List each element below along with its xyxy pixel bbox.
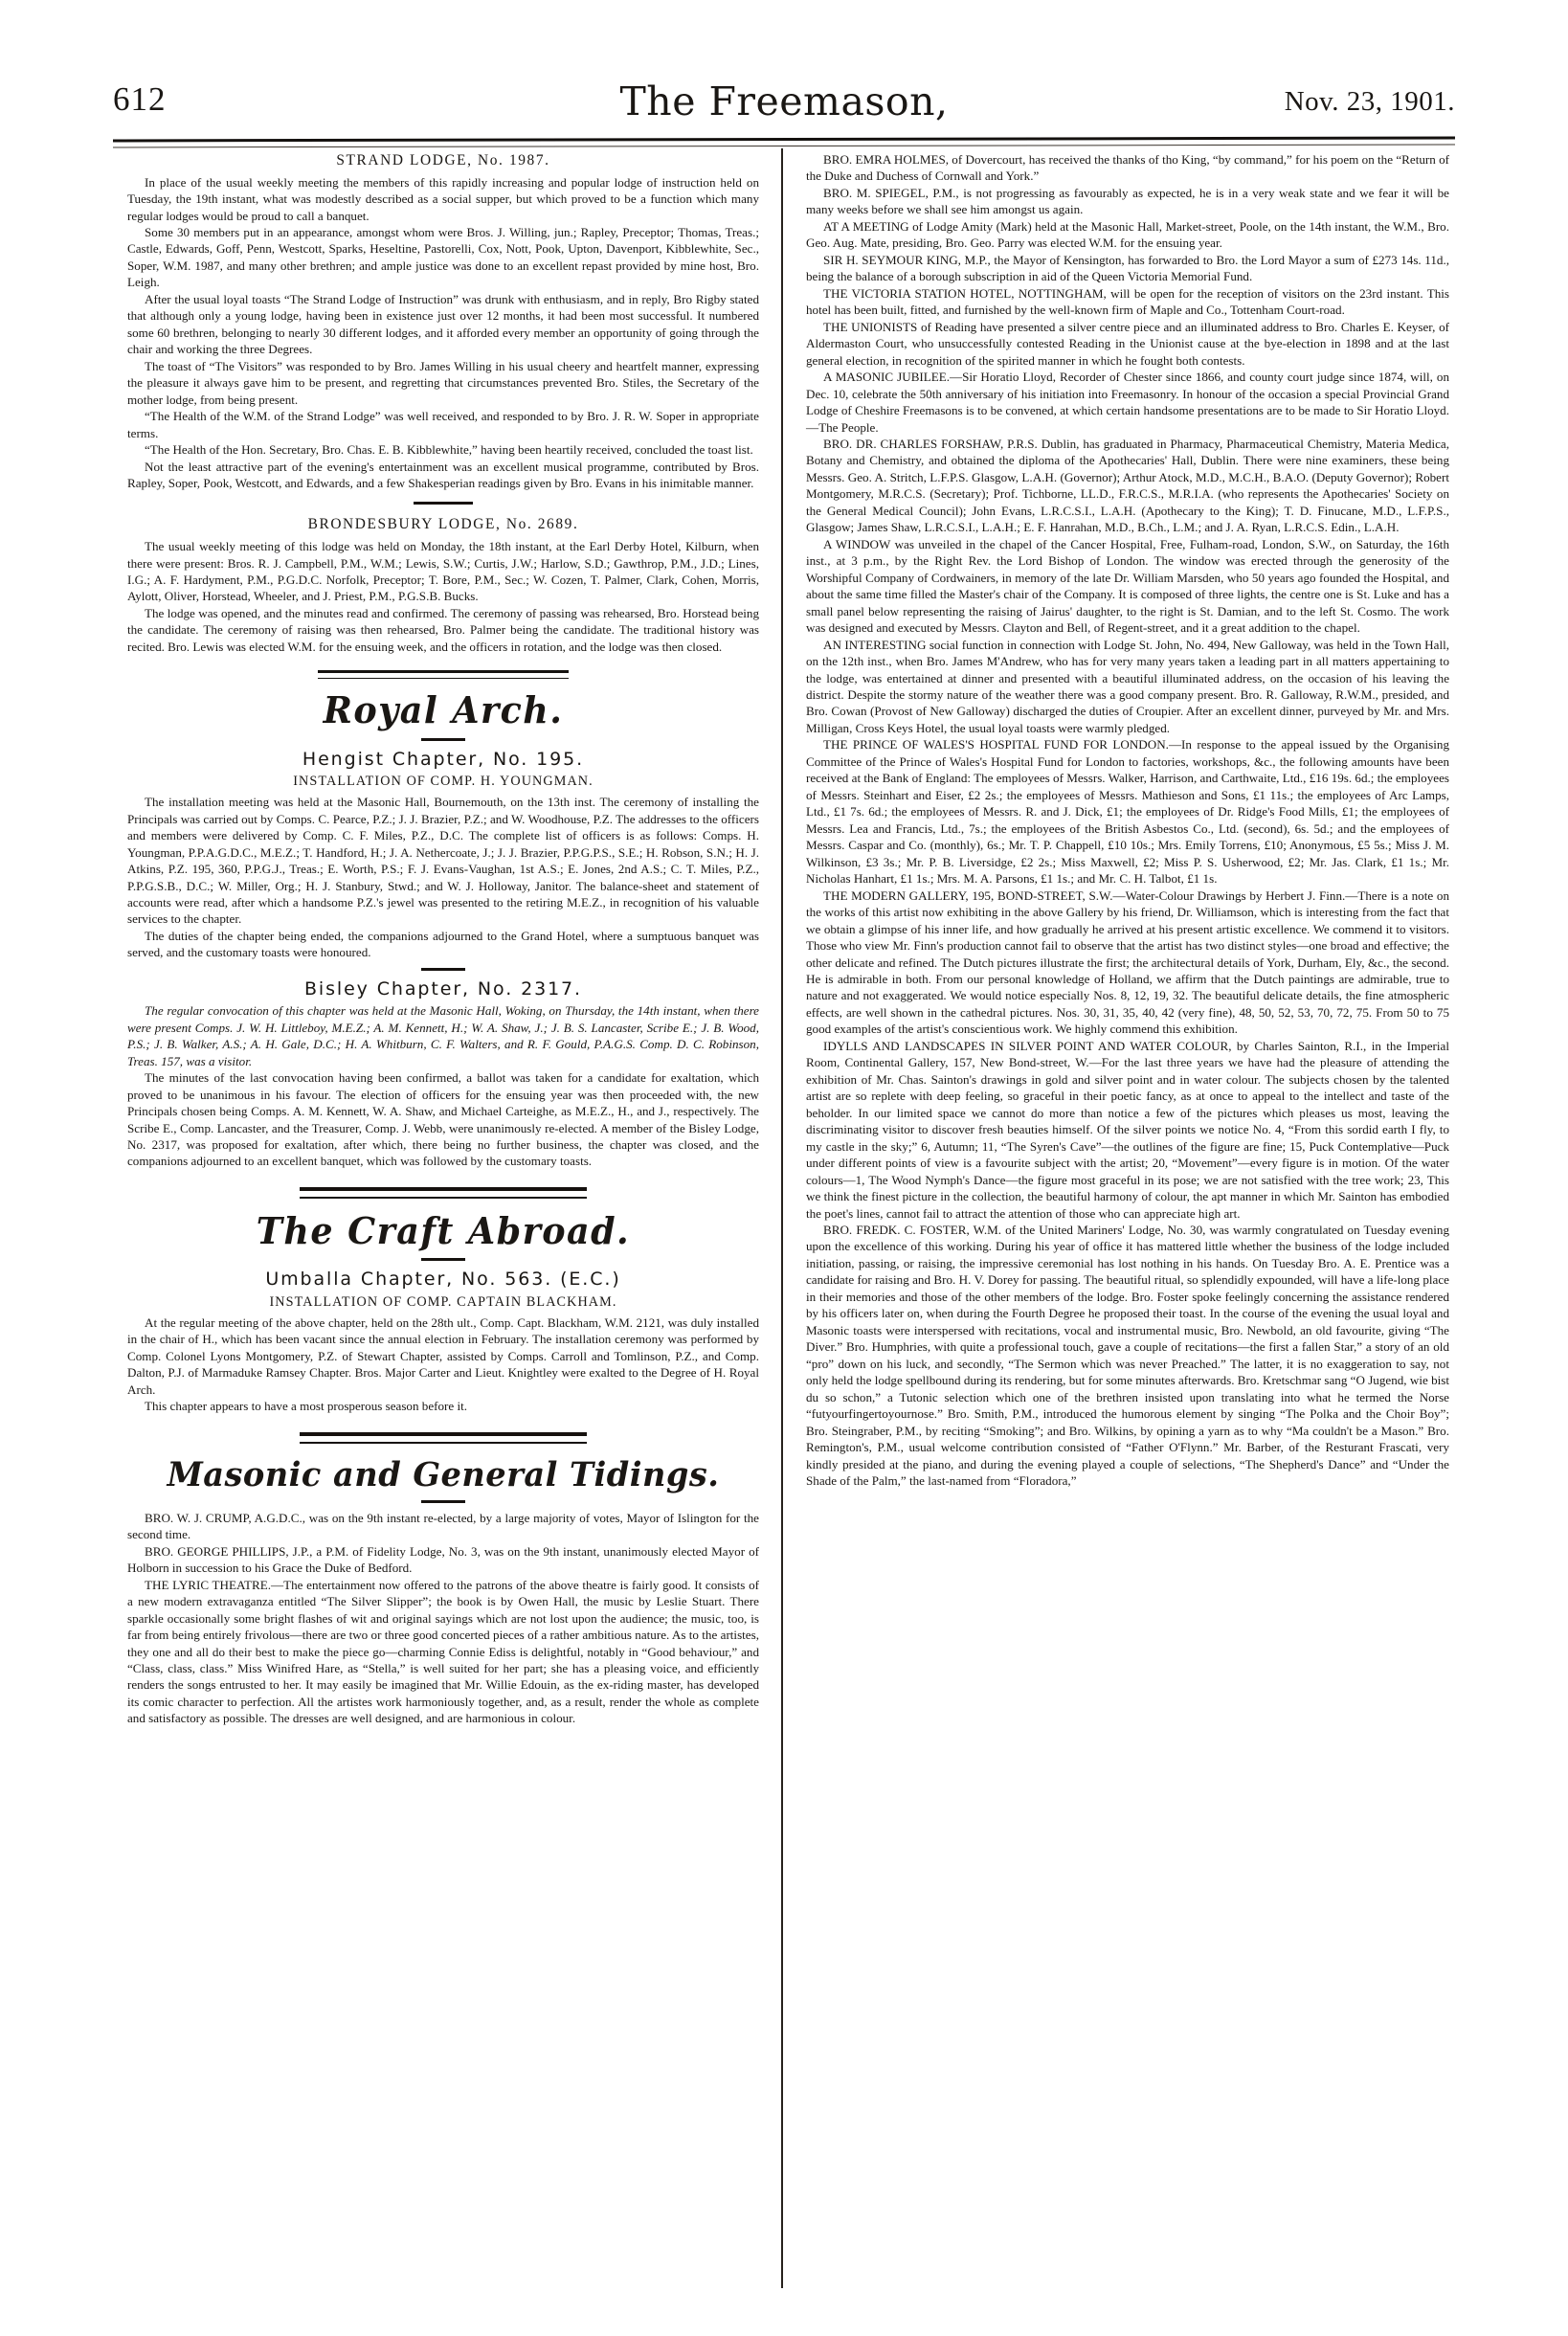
paragraph: AN INTERESTING social function in connection with Lodge St. John, No. 494, New Galloway, was held in the Town Hall, on the 12th inst., when Bro. James M'Andrew, who has for very many years taken a leading part in all matters appertaining to the lodge, was entertained at dinner and presented with a beautiful illuminated address, on the occasion of his leaving the district. Despite the stormy nature of the weather there was a good company present. Bro. R. Galloway, R.W.M., presided, and Bro. Cowan (Provost of New Galloway) discharged the duties of Croupier. After an excellent dinner, purveyed by Mr. and Mrs. Milligan, Cross Keys Hotel, the usual loyal toasts were warmly pledged. [806,637,1449,735]
tidings-top-rule [300,1432,587,1444]
right-column [806,151,1449,1490]
section-craft-abroad [127,1208,759,1415]
paragraph: IDYLLS AND LANDSCAPES IN SILVER POINT AND WATER COLOUR, by Charles Sainton, R.I., in the Imperial Room, Continental Gallery, 157, New Bond-street, W.—For the last three years we have had the pleasure of attending the exhibition of Mr. Chas. Sainton's drawings in gold and silver point and in water colour. The subjects chosen by the talented artist are so replete with deep feeling, so graceful in their poetic fancy, as at once to appeal to the intellect and taste of the beholder. In our limited space we cannot do more than notice a few of the pictures which pleases us most, leaving the discriminating visitor to discover fresh beauties himself. Of the silver points we notice No. 4, “From this sordid earth I fly, to my castle in the sky;” 6, Autumn; 11, “The Syren's Cave”—the outlines of the figure are fine; 15, Puck Contemplative—Puck under different points of view is a favourite subject with the artist; 20, “Movement”—every figure is in motion. Of the water colours—1, The Wood Nymph's Dance—the figure most graceful in its pose; we are not satisfied with the tree work; 23, This we think the finest picture in the collection, the beautiful harmony of colour, the apt manner in which Mr. Sainton has embodied the poet's lines, cannot fail to attract the attention of those who can appreciate high art. [806,1038,1449,1221]
paragraph: BRO. DR. CHARLES FORSHAW, P.R.S. Dublin, has graduated in Pharmacy, Pharmaceutical Chemistry, Materia Medica, Botany and Chemistry, and obtained the diploma of the Apothecaries' Hall, Dublin. There were nine examiners, these being Messrs. Geo. A. Stritch, L.F.P.S. Glasgow, L.A.H. (Governor); Arthur Atock, M.D., M.C.H., B.A.O. (Deputy Governor); Robert Montgomery, M.R.C.S. (Secretary); Prof. Tichborne, LL.D., F.R.C.S., M.R.I.A. (who represents the Apothecaries' Society on the General Medical Council); John Evans, L.R.C.S.I., L.A.H. (Apothecary to the King); T. D. Finucane, M.D., L.F.P.S., Glasgow; James Shaw, L.R.C.S.I., L.A.H.; E. F. Hanrahan, M.D., B.Ch., L.M.; and J. A. Ryan, L.R.C.S. Edin., L.A.H. [806,436,1449,535]
paragraph: This chapter appears to have a most prosperous season before it. [145,1399,468,1414]
paragraph: The installation meeting was held at the Masonic Hall, Bournemouth, on the 13th inst. The ceremony of installing the Principals was carried out by Comps. C. Pearce, P.Z.; J. J. Brazier, P.Z.; and W. Woodhouse, P.Z. The addresses to the officers and members were delivered by Comp. C. F. Miles, P.Z., D.C. The complete list of officers is as follows: Comps. H. Youngman, P.P.A.G.D.C., M.E.Z.; T. Handford, H.; J. A. Nethercoate, J.; J. J. Brazier, P.P.G.P.S., S.E.; H. Robson, S.N.; H. J. Atkins, P.Z. 195, 360, P.P.G.J., Treas.; E. Worth, P.S.; F. J. Evans-Vaughan, 1st A.S.; E. Jones, 2nd A.S.; C. T. Miles, P.Z., P.P.G.S.B., D.C.; W. Miller, Org.; H. J. Stanbury, Stwd.; and W. J. Holloway, Janitor. The balance-sheet and statement of accounts were read, after which a handsome P.Z.'s jewel was presented to the retiring M.E.Z., in recognition of his valuable services to the chapter. [127,795,759,927]
craft-abroad-title: The Craft Abroad. [256,1208,631,1252]
paragraph: After the usual loyal toasts “The Strand Lodge of Instruction” was drunk with enthusiasm, and in reply, Bro Rigby stated that although only a young lodge, having been in existence just over 12 months, it had been most successful. It numbered some 60 brethren, belonging to nearly 30 different lodges, and it afforded every member an opportunity of going through the chair and working the three Degrees. [127,291,759,357]
left-column [127,151,759,1727]
chapter-subheading-hengist: INSTALLATION OF COMP. H. YOUNGMAN. [293,774,594,790]
chapter-subheading-umballa: INSTALLATION OF COMP. CAPTAIN BLACKHAM. [269,1293,617,1310]
page-number: 612 [113,80,167,118]
paragraph: Some 30 members put in an appearance, amongst whom were Bros. J. Willing, jun.; Rapley, Preceptor; Thomas, Treas.; Castle, Edwards, Goff, Penn, Westcott, Sparks, Heseltine, Pastorelli, Cox, Nott, Pook, Upton, Davenport, Kibblewhite, Sec., Soper, W.M. 1987, and many other brethren; and ample justice was done to an excellent repast provided by mine host, Bro. Leigh. [127,224,759,290]
paragraph: The minutes of the last convocation having been confirmed, a ballot was taken for a candidate for exaltation, which proved to be unanimous in his favour. The election of officers for the ensuing year was then proceeded with, the new Principals chosen being Comps. A. M. Kennett, W. A. Shaw, and Michael Carteighe, as M.E.Z., H., and J., respectively. The Scribe E., Comp. Lancaster, and the Treasurer, Comp. J. Webb, were unanimously re-elected. A member of the Bisley Lodge, No. 2317, was proposed for exaltation, after which, there being no further business, the chapter was closed, and the companions adjourned to an excellent banquet, which was followed by the customary toasts. [127,1070,759,1169]
paragraph: BRO. GEORGE PHILLIPS, J.P., a P.M. of Fidelity Lodge, No. 3, was on the 9th instant, unanimously elected Mayor of Holborn in succession to his Grace the Duke of Bedford. [127,1543,759,1576]
section-separator [414,502,473,505]
paragraph: THE VICTORIA STATION HOTEL, NOTTINGHAM, will be open for the reception of visitors on the 23rd instant. This hotel has been built, fitted, and furnished by the well-known firm of Maple and Co., Tottenham Court-road. [806,285,1449,318]
masonic-tidings-title: Masonic and General Tidings. [167,1454,720,1494]
paragraph: THE PRINCE OF WALES'S HOSPITAL FUND FOR LONDON.—In response to the appeal issued by the Organising Committee of the Prince of Wales's Hospital Fund for London to factories, workshops, &c., the following amounts have been received at the Bank of England: The employees of Messrs. Walker, Harrison, and Carthwaite, Ltd., £16 19s. 6d.; the employees of Messrs. Steinhart and Eiser, £2 2s.; the employees of Messrs. Mathieson and Sons, £1 11s.; the employees of Arc Lamps, Ltd., £1 7s. 6d.; the employees of Messrs. R. and J. Dick, £1; the employees of Dr. Ridge's Food Mills, £1; the employees of Messrs. Lea and Francis, Ltd., 7s.; the employees of the British Asbestos Co., Ltd. (second), 6s. 5d.; and the employees of Messrs. Caspar and Co. (monthly), 6s.; Mr. T. P. Chappell, £10 10s.; Mrs. Emily Torrens, £10; Anonymous, £5 5s.; Miss J. M. Wilkinson, £3 3s.; Mr. P. B. Liversidge, £2 2s.; Miss Maxwell, £2; Miss P. S. Usherwood, £2; Mr. Jas. Clark, £1 1s.; Mr. Nicholas Hanhart, £1 1s.; Mrs. M. A. Parsons, £1 1s.; and Mr. C. H. Talbot, £1 1s. [806,737,1449,887]
paragraph: In place of the usual weekly meeting the members of this rapidly increasing and popular lodge of instruction held on Tuesday, the 19th instant, what was modestly described as a social supper, but which proved to be a function which many regular lodges would be proud to call a banquet. [127,174,759,223]
paragraph: The regular convocation of this chapter was held at the Masonic Hall, Woking, on Thursday, the 14th instant, when there were present Comps. J. W. H. Littleboy, M.E.Z.; A. M. Kennett, H.; W. A. Shaw, J.; J. B. S. Lancaster, Scribe E.; J. B. Wood, P.S.; J. B. Walker, A.S.; A. H. Gale, D.C.; H. A. Whitburn, C. F. Walters, and R. F. Gould, P.A.G.S. Comp. D. C. Robinson, Treas. 157, was a visitor. [127,1003,759,1068]
royal-arch-title: Royal Arch. [323,688,564,732]
paragraph: BRO. EMRA HOLMES, of Dovercourt, has received the thanks of tho King, “by command,” for his poem on the “Return of the Duke and Duchess of Cornwall and York.” [806,152,1449,184]
section-strand-lodge [127,151,759,491]
paragraph: The duties of the chapter being ended, the companions adjourned to the Grand Hotel, where a sumptuous banquet was served, and the customary toasts were honoured. [127,928,759,960]
section-brondesbury-lodge [127,515,759,655]
lodge-heading: BRONDESBURY LODGE, No. 2689. [307,516,579,533]
lodge-heading: STRAND LODGE, No. 1987. [336,152,550,168]
chapter-heading-bisley: Bisley Chapter, No. 2317. [304,977,582,1000]
section-royal-arch [127,690,759,1170]
chapter-heading-hengist: Hengist Chapter, No. 195. [302,748,585,770]
paragraph: A WINDOW was unveiled in the chapel of the Cancer Hospital, Free, Fulham-road, London, S.W., on Saturday, the 16th inst., at 3 p.m., by the Right Rev. the Lord Bishop of London. The window was erected through the generosity of the Worshipful Company of Cordwainers, in memory of the late Dr. William Marsden, who 50 years ago founded the Hospital, and about the same time filled the Master's chair of the Company. It is composed of three lights, the centre one is St. Luke and has a small panel below representing the raising of Jairus' daughter, to the right is St. Damian, and to the left St. Cosmo. The work was designed and executed by Messrs. Clayton and Bell, of Regent-street, and it a great addition to the chapel. [806,536,1449,636]
paragraph: Not the least attractive part of the evening's entertainment was an excellent musical programme, contributed by Bros. Rapley, Soper, Pook, Westcott, and Edwards, and a few Shakesperian readings given by Bro. Evans in his inimitable manner. [127,459,759,490]
paragraph: A MASONIC JUBILEE.—Sir Horatio Lloyd, Recorder of Chester since 1866, and county court judge since 1874, will, on Dec. 10, celebrate the 50th anniversary of his initiation into Freemasonry. In honour of the occasion a special Provincial Grand Lodge of Cheshire Freemasons is to be convened, at which certain handsome presentations are to be made to Sir Horatio Lloyd.—The People. [806,370,1449,435]
paragraph: THE MODERN GALLERY, 195, BOND-STREET, S.W.—Water-Colour Drawings by Herbert J. Finn.—There is a note on the works of this artist now exhibiting in the above Gallery by his friend, Dr. Williamson, which is interesting from the fact that we obtain a glimpse of his inner life, and how gradually he arrived at his present artistic excellence. We commend it to visitors. Those who view Mr. Finn's production cannot fail to observe that the artist has two distinct styles—one broad and effective; the other delicate and refined. The Dutch pictures illustrate the first; the architectural details of York, Durham, Ely, &c., the second. He is admirable in both. From our personal knowledge of Holland, we affirm that the Dutch paintings are admirable, true to nature and not exaggerated. We would notice especially Nos. 8, 12, 19, 32. The beautiful delicate details, the fine atmospheric effects, are well shown in the cathedral pictures. Nos. 30, 31, 35, 40, 42 (very fine), 48, 50, 52, 53, 70, 72, 75. From 50 to 75 good examples of the artist's conscientious work. We highly commend this exhibition. [806,887,1449,1037]
paragraph: THE UNIONISTS of Reading have presented a silver centre piece and an illuminated address to Bro. Charles E. Keyser, of Aldermaston Court, who unsuccessfully contested Reading in the Unionist cause at the bye-election in 1898 and at the last general election, in recognition of the spirited manner in which he fought both contests. [806,319,1449,368]
paragraph: “The Health of the Hon. Secretary, Bro. Chas. E. B. Kibblewhite,” having been heartily received, concluded the toast list. [145,442,753,458]
paragraph: The lodge was opened, and the minutes read and confirmed. The ceremony of passing was rehearsed, Bro. Horstead being the candidate. The ceremony of raising was then rehearsed, Bro. Palmer being the candidate. The traditional history was recited. Bro. Lewis was elected W.M. for the ensuing week, and the officers in rotation, and the lodge was then closed. [127,605,759,654]
paragraph: BRO. W. J. CRUMP, A.G.D.C., was on the 9th instant re-elected, by a large majority of votes, Mayor of Islington for the second time. [127,1510,759,1542]
paragraph: BRO. M. SPIEGEL, P.M., is not progressing as favourably as expected, he is in a very weak state and we fear it will be many weeks before we shall see him amongst us again. [806,185,1449,217]
paragraph: THE LYRIC THEATRE.—The entertainment now offered to the patrons of the above theatre is fairly good. It consists of a new modern extravaganza entitled “The Silver Slipper”; the book is by Owen Hall, the music by Leslie Stuart. There sparkle occasionally some bright flashes of wit and original sayings which are not lost upon the audience; the music, too, is far from being entirely frivolous—there are two or three good concerted pieces of a rather ambitious nature. As to the artistes, they one and all do their best to make the piece go—charming Connie Ediss is delightful, notably in “Good behaviour,” and “Class, class, class.” Miss Winifred Hare, as “Stella,” is well suited for her part; she has a pleasing voice, and efficiently renders the songs entrusted to her. It may easily be imagined that Mr. Willie Edouin, as the ex-riding master, has developed its comic character to perfection. All the artistes work harmoniously together, and, as a result, render the whole as complete and satisfactory as possible. The dresses are well designed, and are harmonious in colour. [127,1577,759,1726]
tidings-under-rule [421,1500,465,1503]
paragraph: BRO. FREDK. C. FOSTER, W.M. of the United Mariners' Lodge, No. 30, was warmly congratulated on Tuesday evening upon the excellence of this working. During his year of office it has mattered little whether the business of the lodge included initiation, passing, or raising, the impressive ceremonial has lost nothing in his hands. On Tuesday Bro. A. E. Prentice was a candidate for raising and Bro. H. V. Dorey for passing. The beautiful ritual, so splendidly expounded, will have a life-long place in their memories and those of the other members of the lodge. Bro. Foster spoke feelingly concerning the assistance rendered by his officers later on, when during the Fourth Degree he proposed their toast. In the course of the evening the usual loyal and Masonic toasts were interspersed with recitations, vocal and instrumental music, Bro. Newbold, an old favourite, giving “The Diver.” Bro. Humphries, with quite a professional touch, gave a couple of recitations—the first a fallen Star,” a story of an old “pro” down on his luck, and secondly, “The Sermon which was never Preached.” The latter, it is no exaggeration to say, not only held the lodge spellbound during its rendering, but for some minutes afterwards. Bro. Kretschmar sang “O Jugend, wie bist du so schon,” a Tutonic selection which one of the brethren insisted upon translating into what he termed the Norse “futyourfingertoyournose.” Bro. Smith, P.M., introduced the humorous element by singing “The Polka and the Choir Boy”; Bro. Steingraber, P.M., by reciting “Smoking”; and Bro. Wilkins, by opining a yarn as to why “Ma couldn't be a Mason.” Bro. Remington's, P.M., usual welcome contribution consisted of “Father O'Flynn.” Mr. Barber, of the Resturant Frascati, very kindly presided at the piano, and during the evening played a couple of selections, “The Shepherd's Dance” and “Under the Shade of the Palm,” the last-named from “Floradora,” [806,1223,1449,1489]
masthead-rule [113,137,1455,148]
paragraph: The usual weekly meeting of this lodge was held on Monday, the 18th instant, at the Earl Derby Hotel, Kilburn, when there were present: Bros. R. J. Campbell, P.M., W.M.; Lewis, S.W.; Curtis, J.W.; Harlow, S.D.; Gawthrop, P.M., J.D.; Lines, I.G.; A. F. Hardyment, P.M., P.G.D.C. Norfolk, Preceptor; T. Bore, P.M., Sec.; W. Cozen, T. Palmer, Clark, Cohen, Morris, Aylott, Oliver, Horstead, Wheeler, and J. Priest, P.M., P.G.S.B. Bucks. [127,539,759,604]
royal-arch-top-rule [318,670,569,679]
craft-abroad-top-rule [300,1187,587,1199]
paragraph: “The Health of the W.M. of the Strand Lodge” was well received, and responded to by Bro. J. R. W. Soper in appropriate terms. [127,409,759,440]
publication-title: The Freemason, [619,79,949,124]
paragraph: The toast of “The Visitors” was responded to by Bro. James Willing in his usual cheery and heartfelt manner, expressing the pleasure it always gave him to be present, and regretting that circumstances prevented Bro. Stiles, the Secretary of the mother lodge, from being present. [127,358,759,407]
chapter-heading-umballa: Umballa Chapter, No. 563. (E.C.) [265,1269,621,1291]
paragraph: AT A MEETING of Lodge Amity (Mark) held at the Masonic Hall, Market-street, Poole, on the 14th instant, the W.M., Bro. Geo. Aug. Mate, presiding, Bro. Geo. Parry was elected W.M. for the ensuing year. [806,218,1449,251]
chapter-separator [421,968,465,971]
masthead [113,79,1455,128]
craft-abroad-under-rule [421,1258,465,1261]
royal-arch-under-rule [421,738,465,741]
issue-date: Nov. 23, 1901. [1284,86,1455,117]
paragraph: SIR H. SEYMOUR KING, M.P., the Mayor of Kensington, has forwarded to Bro. the Lord Mayor a sum of £273 14s. 11d., being the balance of a borough subscription in aid of the Queen Victoria Memorial Fund. [806,252,1449,284]
section-masonic-general-tidings [127,1456,759,1727]
paragraph: At the regular meeting of the above chapter, held on the 28th ult., Comp. Capt. Blackham, W.M. 2121, was duly installed in the chair of H., which has been vacant since the annual election in February. The installation ceremony was performed by Comp. Colonel Lyons Montgomery, P.Z. of Stewart Chapter, assisted by Comps. Carroll and Tomlinson, P.Z., and Comp. Dalton, P.J. of Marmaduke Ramsey Chapter. Bros. Major Carter and Lieut. Knightley were exalted to the Degree of H. Royal Arch. [127,1314,759,1397]
column-divider [781,148,783,2288]
